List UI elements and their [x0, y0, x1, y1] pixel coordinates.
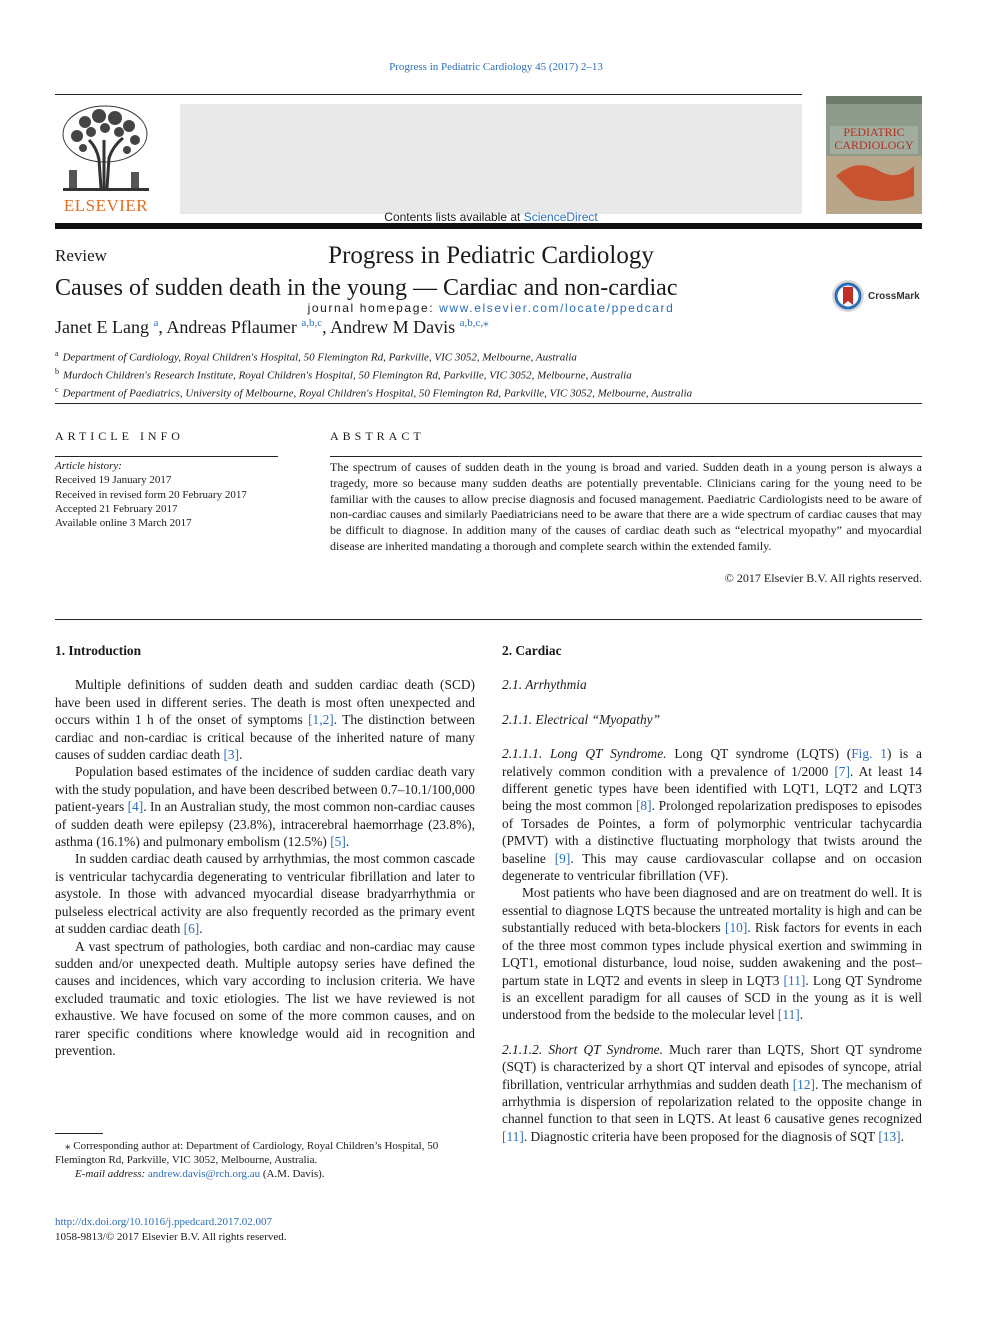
- paragraph: Population based estimates of the incidence of sudden cardiac death vary with the study population, and have been described between 0.7–10.1/100,000 patient-years [4]. In an Australian study, the most common non-cardiac causes of sudden death were epilepsy (23.8%), intracerebral haemorrhage (23.8%), asthma (16.1%) and pulmonary embolism (12.5%) [5].: [55, 764, 476, 850]
- paragraph-text: . Prolonged repolarization predisposes to episodes of Torsades de Pointes, a form of polymorphic ventricular tachycardia (PMVT) with a distinctive fluctuating morphology that twists around the baseline: [502, 798, 923, 866]
- header-rule: [55, 94, 802, 95]
- email-link[interactable]: andrew.davis@rch.org.au: [147, 1168, 261, 1181]
- right-column: [502, 642, 922, 1145]
- paragraph-text: Long QT syndrome (LQTS) (: [666, 746, 852, 762]
- footnote-rule: [55, 1133, 103, 1134]
- citation-link[interactable]: [3]: [223, 747, 240, 763]
- paragraph-text: Multiple definitions of sudden death and sudden cardiac death (SCD) have been used in different series. The death is most often unexpected and occurs within 1 h of the onset of symptoms: [55, 677, 475, 728]
- email-label: E-mail address:: [75, 1168, 148, 1181]
- contents-prefix: Contents lists available at: [384, 210, 524, 224]
- header-rule-thick: [55, 223, 922, 229]
- doi-link[interactable]: http://dx.doi.org/10.1016/j.ppedcard.2017.02.007: [55, 1216, 273, 1228]
- subsubsection-title-sqt: 2.1.1.2. Short QT Syndrome.: [502, 1041, 663, 1057]
- author-name[interactable]: Andreas Pflaumer: [166, 317, 297, 337]
- homepage-link[interactable]: www.elsevier.com/locate/ppedcard: [439, 301, 675, 315]
- citation-link[interactable]: [6]: [183, 921, 200, 937]
- history-label: Article history:: [55, 460, 122, 472]
- paragraph-text: Much rarer than LQTS, Short QT syndrome (SQT) is characterized by a short QT interval and episodes of syncope, atrial fibrillation, ventricular arrhythmias and sudden death: [502, 1041, 922, 1092]
- history-item: Available online 3 March 2017: [55, 517, 192, 530]
- paragraph: Multiple definitions of sudden death and sudden cardiac death (SCD) have been used in different series. The death is most often unexpected and occurs within 1 h of the onset of symptoms [1,2]. The distinction between cardiac and non-cardiac is critical because of the inherited nature of many causes of sudden cardiac death [3].: [55, 677, 475, 763]
- cover-title: PEDIATRIC CARDIOLOGY: [834, 125, 914, 152]
- issn-line: 1058-9813/© 2017 Elsevier B.V. All rights reserved.: [55, 1230, 287, 1243]
- citation-link[interactable]: [8]: [635, 798, 652, 814]
- section-heading-cardiac: 2. Cardiac: [502, 643, 562, 658]
- citation-link[interactable]: [13]: [878, 1128, 901, 1144]
- section-heading-introduction: 1. Introduction: [55, 643, 142, 658]
- author-list: [55, 316, 489, 338]
- contents-line: [180, 210, 802, 224]
- abstract-heading: ABSTRACT: [330, 429, 425, 443]
- affiliation-mark: c: [55, 385, 59, 395]
- abstract-copyright: © 2017 Elsevier B.V. All rights reserved.: [724, 571, 922, 585]
- journal-title: Progress in Pediatric Cardiology: [328, 242, 654, 269]
- affiliation-item: [55, 383, 692, 401]
- homepage-line: [180, 301, 802, 315]
- history-item: Received 19 January 2017: [55, 474, 172, 487]
- sciencedirect-link[interactable]: ScienceDirect: [523, 210, 598, 224]
- crossmark-icon: [831, 279, 865, 313]
- paragraph-text: . The mechanism of arrhythmia is dispersion of repolarization related to the opposite change in channel function to that seen in LQTS. At least 6 causative genes recognized: [502, 1076, 922, 1127]
- paragraph-text: . At least 14 different genetic types have been identified with LQT1, LQT2 and LQT3 being the most common: [502, 763, 922, 814]
- paragraph-text: . The distinction between cardiac and non-cardiac is critical because of the inherited nature of many causes of sudden cardiac death: [55, 712, 475, 763]
- affiliation-text: Department of Paediatrics, University of Melbourne, Royal Children's Hospital, 50 Flemington Rd, Parkville, VIC 3052, Melbourne, Australia: [62, 387, 693, 400]
- paragraph-text: In sudden cardiac death caused by arrhythmias, the most common cascade is ventricular tachycardia degenerating to ventricular fibrillation and later to asystole. In those with advanced myocardial disease bradyarrhythmia or pulseless electrical activity are also frequently recorded as the primary event at sudden cardiac death: [55, 851, 475, 937]
- citation-link[interactable]: [11]: [777, 1007, 800, 1023]
- section-divider: [55, 619, 922, 620]
- subsection-heading-electrical-myopathy: 2.1.1. Electrical “Myopathy”: [502, 711, 661, 727]
- author-name[interactable]: Andrew M Davis: [330, 317, 456, 337]
- author-affiliation-marks[interactable]: a,b,c,⁎: [459, 317, 489, 329]
- journal-cover-image[interactable]: [826, 96, 922, 214]
- elsevier-logo: [55, 100, 157, 216]
- citation-link[interactable]: [11]: [502, 1128, 524, 1144]
- crossmark-label: CrossMark: [868, 290, 920, 302]
- history-item: Accepted 21 February 2017: [55, 502, 178, 515]
- author-separator: ,: [322, 317, 331, 337]
- footnote-star: ⁎: [65, 1140, 71, 1152]
- citation-link[interactable]: [10]: [725, 920, 748, 936]
- figure-link[interactable]: Fig. 1: [851, 746, 887, 762]
- paragraph: 2.1.1.2. Short QT Syndrome. Much rarer than LQTS, Short QT syndrome (SQT) is characterized by a short QT interval and episodes of syncope, atrial fibrillation, ventricular arrhythmias and sudden death [12]. The mechanism of arrhythmia is dispersion of repolarization related to the opposite change in channel function to that seen in LQTS. At least 6 causative genes recognized [11]. Diagnostic criteria have been proposed for the diagnosis of SQT [13].: [502, 1041, 922, 1144]
- article-type: Review: [55, 246, 107, 265]
- subsubsection-title-lqts: 2.1.1.1. Long QT Syndrome.: [502, 746, 667, 762]
- citation-link[interactable]: [9]: [554, 850, 571, 866]
- citation-link[interactable]: [1,2]: [308, 712, 334, 728]
- article-info-heading: ARTICLE INFO: [55, 429, 184, 443]
- paragraph: In sudden cardiac death caused by arrhythmias, the most common cascade is ventricular tachycardia degenerating to ventricular fibrillation and later to asystole. In those with advanced myocardial disease bradyarrhythmia or pulseless electrical activity are also frequently recorded as the primary event at sudden cardiac death [6].: [55, 851, 475, 937]
- paragraph: Most patients who have been diagnosed and are on treatment do well. It is essential to diagnose LQTS because the untreated mortality is high and can be substantially reduced with beta-blockers [10]. Risk factors for events in each of the three most common types include physical exertion and swimming in LQT1, emotional disturbance, loud noise, sudden awakening and the post–partum state in LQT2 and events in sleep in LQT3 [11]. Long QT Syndrome is an excellent paradigm for all causes of SCD in the young as it is well understood from the bedside to the molecular level [11].: [502, 885, 923, 1023]
- left-column: [55, 642, 475, 1059]
- affiliations: [55, 347, 692, 401]
- affiliation-mark: b: [55, 367, 59, 377]
- paragraph-text: . This may cause cardiovascular collapse and on occasion degenerate to ventricular fibrillation (VF).: [502, 850, 922, 884]
- author-separator: ,: [158, 317, 167, 337]
- author-affiliation-marks[interactable]: a: [153, 317, 159, 329]
- history-item: Received in revised form 20 February 2017: [55, 488, 247, 501]
- paragraph: A vast spectrum of pathologies, both cardiac and non-cardiac may cause sudden and/or unexpected death. Multiple autopsy series have defined the causes and incidences, which vary according to inclusion criteria. We have excluded traumatic and toxic etiologies. The list we have reviewed is not exhaustive. We have focused on some of the more common causes, and on rarer specific conditions where knowledge would aid in recognition and prevention.: [55, 938, 475, 1058]
- affiliation-mark: a: [55, 349, 59, 358]
- author-affiliation-marks[interactable]: a,b,c: [301, 317, 323, 329]
- paragraph-text: . Diagnostic criteria have been proposed for the diagnosis of SQT: [523, 1128, 879, 1144]
- citation-link[interactable]: [7]: [834, 763, 850, 779]
- affiliation-item: [55, 347, 692, 365]
- homepage-prefix: journal homepage:: [307, 301, 440, 315]
- author-name[interactable]: Janet E Lang: [55, 317, 149, 337]
- article-title: Causes of sudden death in the young — Cardiac and non-cardiac: [55, 275, 678, 301]
- paragraph-text: . Long QT Syndrome is an excellent paradigm for all causes of SCD in the young as it is well understood from the bedside to the molecular level: [502, 972, 923, 1023]
- citation-link[interactable]: [12]: [792, 1076, 815, 1092]
- doi-block: [55, 1215, 287, 1244]
- article-history: [55, 459, 247, 530]
- elsevier-wordmark: ELSEVIER: [63, 196, 149, 215]
- abstract-rule: [330, 456, 922, 457]
- citation-link[interactable]: [4]: [127, 799, 144, 815]
- affiliation-text: Murdoch Children's Research Institute, Royal Children's Hospital, 50 Flemington Rd, Parkville, VIC 3052, Melbourne, Australia: [63, 369, 632, 382]
- paragraph-text: . In an Australian study, the most common non-cardiac causes of sudden death were epilepsy (23.8%), intracerebral haemorrhage (23.8%), asthma (16.1%) and pulmonary embolism (12.5%): [55, 799, 476, 850]
- affiliation-item: [55, 365, 692, 383]
- paragraph: [502, 745, 922, 884]
- email-suffix: (A.M. Davis).: [260, 1168, 325, 1181]
- footnote: [55, 1139, 475, 1182]
- crossmark-button[interactable]: [831, 278, 923, 314]
- journal-citation[interactable]: Progress in Pediatric Cardiology 45 (2017) 2–13: [389, 61, 603, 73]
- paragraph-text: . Risk factors for events in each of the three most common types include physical exertion and swimming in LQT1, emotional disturbance, loud noise, sudden awakening and the post–partum state in LQT2 and events in sleep in LQT3: [502, 920, 922, 988]
- citation-link[interactable]: [5]: [330, 834, 346, 850]
- paragraph-text: ) is a relatively common condition with a prevalence of 1/2000: [502, 746, 922, 779]
- affiliation-text: Department of Cardiology, Royal Children's Hospital, 50 Flemington Rd, Parkville, VIC 3052, Melbourne, Australia: [62, 351, 577, 364]
- subsection-heading-arrhythmia: 2.1. Arrhythmia: [502, 677, 587, 693]
- footnote-text: Corresponding author at: Department of Cardiology, Royal Children’s Hospital, 50 Flemington Rd, Parkville, VIC 3052, Melbourne, Australia.: [55, 1140, 439, 1167]
- paragraph-text: Population based estimates of the incidence of sudden cardiac death vary with the study population, and have been described between 0.7–10.1/100,000 patient-years: [55, 764, 475, 815]
- paragraph-text: Most patients who have been diagnosed and are on treatment do well. It is essential to diagnose LQTS because the untreated mortality is high and can be substantially reduced with beta-blockers: [502, 885, 922, 936]
- abstract-text: The spectrum of causes of sudden death in the young is broad and varied. Sudden death in a young person is always a tragedy, more so because many sudden deaths are potentially preventable. Clinicians caring for the young need to be familiar with the causes to allow precise diagnosis and focused management. Paediatric Cardiologists need to be aware of non-cardiac causes and similarly Paediatricians need to be aware that there are a wide spectrum of cardiac causes that may be difficult to diagnose. In addition many of the causes of cardiac death such as “electrical myopathy” and myocardial disease are inherited mandating a thorough and complete search within the extended family.: [330, 460, 922, 553]
- section-divider: [55, 403, 922, 404]
- citation-link[interactable]: [11]: [783, 972, 806, 988]
- article-info-rule: [55, 456, 278, 457]
